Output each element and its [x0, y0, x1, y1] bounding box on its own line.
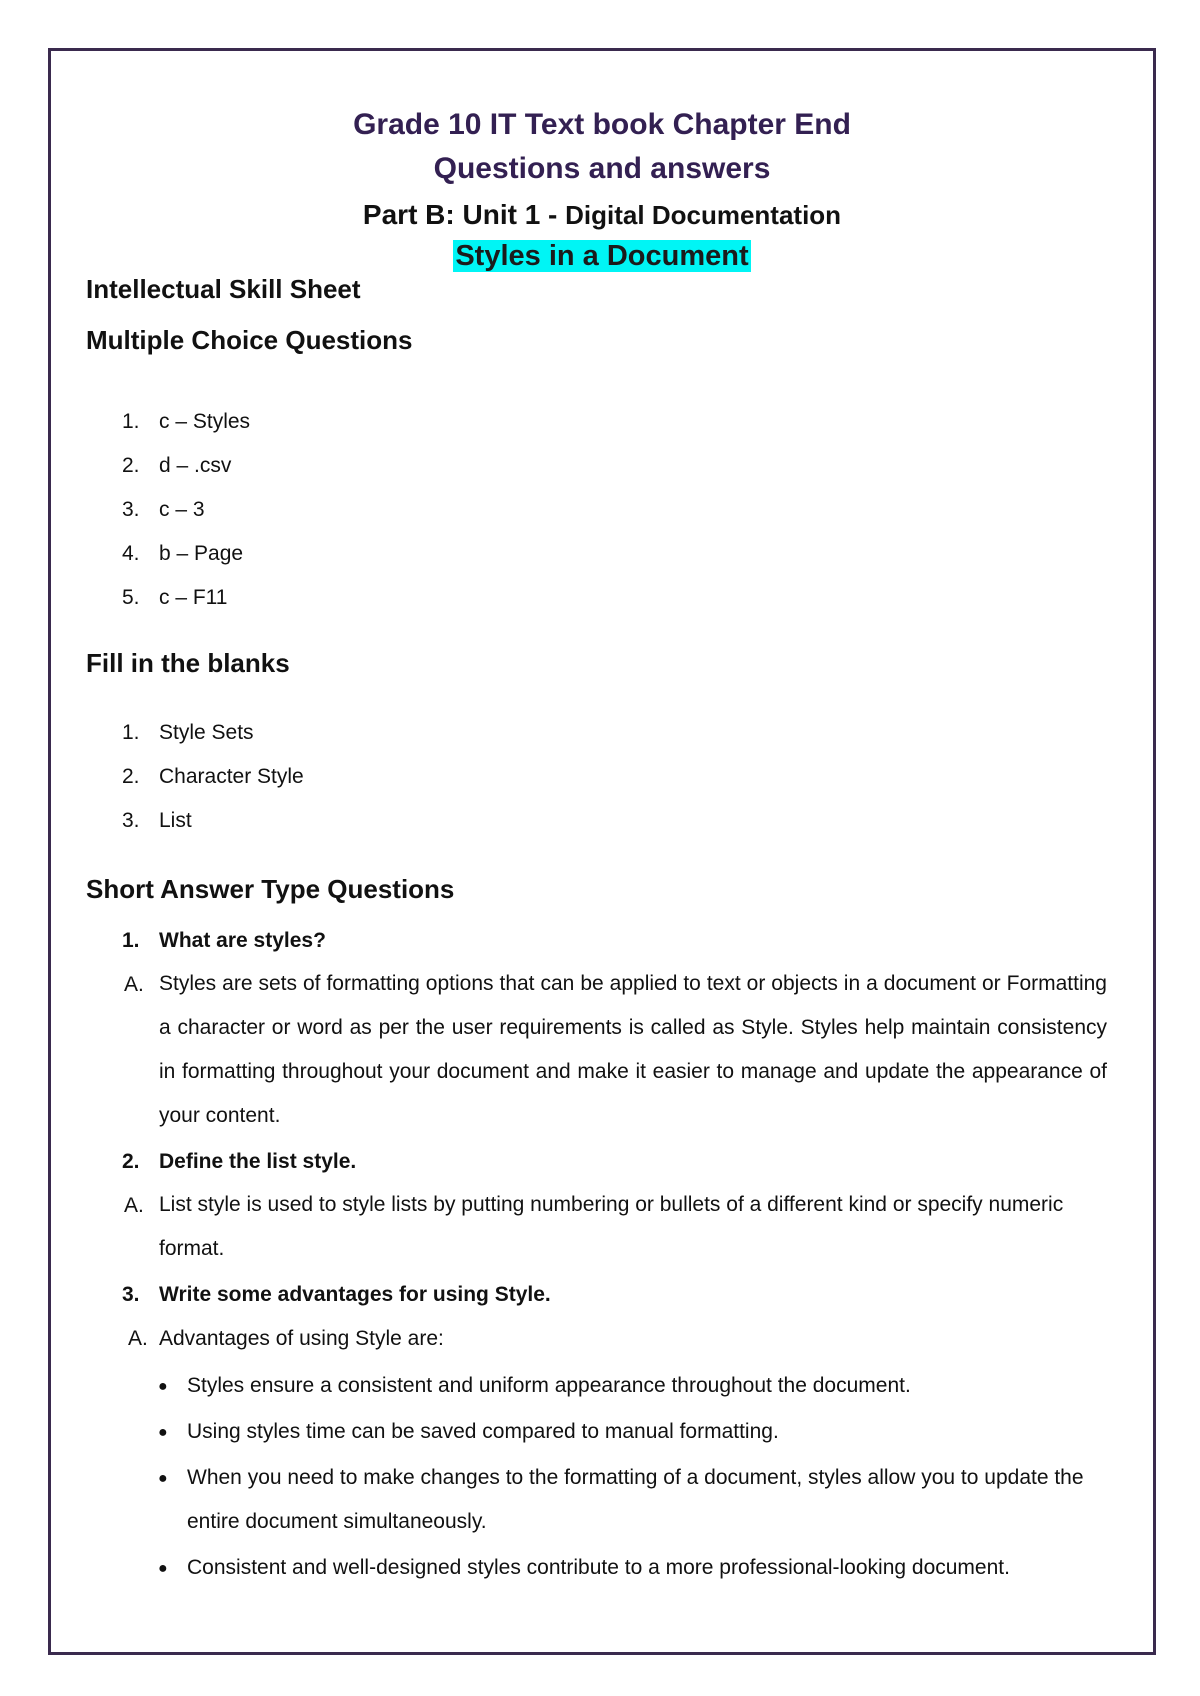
- short-answer-heading: Short Answer Type Questions: [86, 874, 455, 904]
- item-number: 1.: [122, 721, 140, 744]
- question-number: 3.: [122, 1283, 140, 1306]
- item-number: 2.: [122, 765, 140, 788]
- answer-1-text: Styles are sets of formatting options that can be applied to text or objects in a document or Formatting a character or word as per the user requirements is called as Style. Styles help maintain consistency in formatting throughout your document and make it easier to manage and update the appearance of your content.: [159, 972, 1107, 1127]
- mcq-heading: Multiple Choice Questions: [86, 325, 413, 355]
- item-text: c – 3: [159, 498, 205, 521]
- answer-label: A.: [128, 1327, 148, 1350]
- advantage-item: Consistent and well-designed styles contribute to a more professional-looking document.: [187, 1556, 1010, 1579]
- item-text: List: [159, 809, 192, 832]
- answer-label: A.: [124, 1194, 144, 1217]
- answer-3-text: Advantages of using Style are:: [159, 1327, 444, 1350]
- item-text: b – Page: [159, 542, 244, 565]
- bullet-icon: ●: [158, 1424, 168, 1441]
- advantage-item: When you need to make changes to the formatting of a document, styles allow you to update the entire document simultaneously.: [187, 1466, 1084, 1533]
- answer-2-text: List style is used to style lists by putting numbering or bullets of a different kind or specify numeric format.: [159, 1193, 1064, 1260]
- bullet-icon: ●: [158, 1470, 168, 1487]
- question-number: 1.: [122, 929, 140, 952]
- bullet-icon: ●: [158, 1560, 168, 1577]
- chapter-highlight: Styles in a Document: [455, 240, 749, 272]
- item-text: c – F11: [159, 586, 228, 609]
- advantage-item: Using styles time can be saved compared to manual formatting.: [187, 1420, 779, 1443]
- item-number: 1.: [122, 410, 140, 433]
- fill-blanks-heading: Fill in the blanks: [86, 648, 290, 678]
- unit-title: [48, 195, 1156, 235]
- title-line-2: Questions and answers: [433, 152, 771, 185]
- item-text: Character Style: [159, 765, 304, 788]
- bullet-icon: ●: [158, 1378, 168, 1395]
- unit-prefix: Part B: Unit 1 -: [362, 199, 566, 230]
- advantage-item: Styles ensure a consistent and uniform appearance throughout the document.: [187, 1374, 911, 1397]
- question-text: What are styles?: [159, 929, 326, 952]
- item-text: d – .csv: [159, 454, 232, 477]
- chapter-title: [48, 236, 1156, 276]
- item-text: c – Styles: [159, 410, 251, 433]
- question-number: 2.: [122, 1150, 140, 1173]
- title-line-1: Grade 10 IT Text book Chapter End: [353, 108, 851, 141]
- item-text: Style Sets: [159, 721, 254, 744]
- document-title: [48, 103, 1156, 191]
- question-text: Write some advantages for using Style.: [159, 1283, 551, 1306]
- item-number: 4.: [122, 542, 140, 565]
- unit-name: Digital Documentation: [565, 200, 842, 230]
- item-number: 3.: [122, 809, 140, 832]
- answer-label: A.: [124, 973, 144, 996]
- question-text: Define the list style.: [159, 1150, 357, 1173]
- item-number: 5.: [122, 586, 140, 609]
- item-number: 3.: [122, 498, 140, 521]
- skill-sheet-heading: Intellectual Skill Sheet: [86, 274, 361, 304]
- item-number: 2.: [122, 454, 140, 477]
